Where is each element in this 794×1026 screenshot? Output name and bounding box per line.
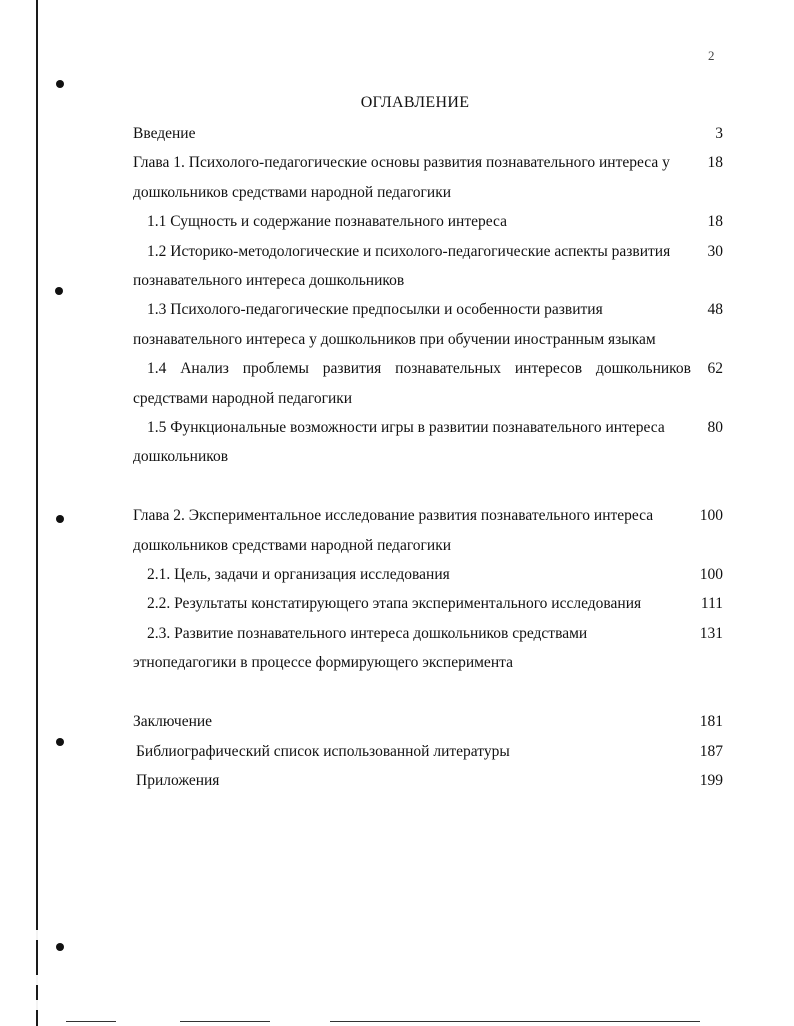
toc-entry-page: 48	[707, 301, 723, 319]
toc-spacer	[133, 472, 723, 501]
toc-entry-chapter-2[interactable]	[133, 501, 723, 560]
toc-entry-section-1-2[interactable]	[133, 237, 723, 296]
toc-entry-bibliography[interactable]	[133, 737, 723, 766]
punch-hole-mark	[56, 515, 64, 523]
toc-title: ОГЛАВЛЕНИЕ	[360, 94, 470, 111]
toc-entry-text: Глава 2. Экспериментальное исследование развития познавательного интереса дошкольников средствами народной педагогики	[133, 507, 654, 554]
toc-entry-page: 18	[707, 213, 723, 231]
toc-entry-text: 2.2. Результаты констатирующего этапа экспериментального исследования	[147, 595, 642, 613]
toc-spacer	[133, 678, 723, 707]
toc-entry-section-1-5[interactable]	[133, 413, 723, 472]
toc-entry-page: 131	[699, 624, 723, 642]
toc-entry-text: 2.3. Развитие познавательного интереса дошкольников средствами этнопедагогики в процессе формирующего эксперимента	[133, 624, 588, 672]
toc-entry-section-2-1[interactable]	[133, 560, 723, 589]
toc-entry-text: 1.4 Анализ проблемы развития познавательных интересов дошкольников средствами народной педагогики	[133, 360, 691, 407]
scan-edge-gap	[36, 930, 38, 940]
bottom-scan-line	[66, 1021, 116, 1022]
toc-entry-section-2-3[interactable]	[133, 619, 723, 678]
punch-hole-mark	[55, 287, 63, 295]
table-of-contents	[133, 119, 723, 795]
toc-entry-introduction[interactable]	[133, 119, 723, 148]
toc-entry-text: Библиографический список использованной литературы	[136, 742, 510, 760]
toc-entry-page: 187	[699, 742, 723, 760]
punch-hole-mark	[56, 943, 64, 951]
toc-entry-text: Введение	[133, 125, 196, 142]
toc-entry-page: 100	[699, 566, 723, 584]
toc-entry-page: 111	[700, 595, 723, 613]
toc-entry-text: 1.5 Функциональные возможности игры в развитии познавательного интереса дошкольников	[133, 419, 665, 466]
toc-entry-text: 2.1. Цель, задачи и организация исследования	[147, 566, 450, 584]
toc-entry-page: 100	[699, 507, 723, 525]
bottom-scan-line	[180, 1021, 270, 1022]
toc-entry-text: 1.1 Сущность и содержание познавательного интереса	[147, 213, 507, 231]
toc-entry-text: Глава 1. Психолого-педагогические основы развития познавательного интереса у дошкольников средствами народной педагогики	[133, 154, 670, 201]
toc-entry-page: 30	[707, 242, 723, 260]
toc-entry-appendices[interactable]	[133, 766, 723, 795]
toc-entry-page: 181	[699, 713, 723, 731]
scan-edge-gap	[36, 1000, 38, 1010]
punch-hole-mark	[56, 738, 64, 746]
toc-entry-page: 18	[707, 154, 723, 172]
toc-entry-section-2-2[interactable]	[133, 589, 723, 618]
toc-entry-page: 80	[707, 419, 723, 437]
toc-entry-text: 1.2 Историко-методологические и психолого-педагогические аспекты развития познавательного интереса дошкольников	[133, 242, 671, 290]
page-number: 2	[708, 48, 715, 63]
toc-entry-page: 199	[699, 771, 723, 789]
toc-entry-section-1-4[interactable]	[133, 354, 723, 413]
toc-entry-page: 62	[707, 360, 723, 378]
bottom-scan-line	[330, 1021, 700, 1022]
toc-entry-page: 3	[715, 125, 723, 142]
toc-entry-chapter-1[interactable]	[133, 148, 723, 207]
punch-hole-mark	[56, 80, 64, 88]
scan-edge-gap	[36, 975, 38, 985]
toc-entry-text: 1.3 Психолого-педагогические предпосылки и особенности развития познавательного интереса у дошкольников при обучении иностранным языкам	[133, 301, 656, 348]
toc-entry-text: Приложения	[136, 771, 220, 789]
toc-entry-section-1-1[interactable]	[133, 207, 723, 236]
scan-left-edge	[36, 0, 38, 1026]
toc-entry-text: Заключение	[133, 713, 213, 731]
toc-entry-section-1-3[interactable]	[133, 295, 723, 354]
toc-entry-conclusion[interactable]	[133, 707, 723, 736]
